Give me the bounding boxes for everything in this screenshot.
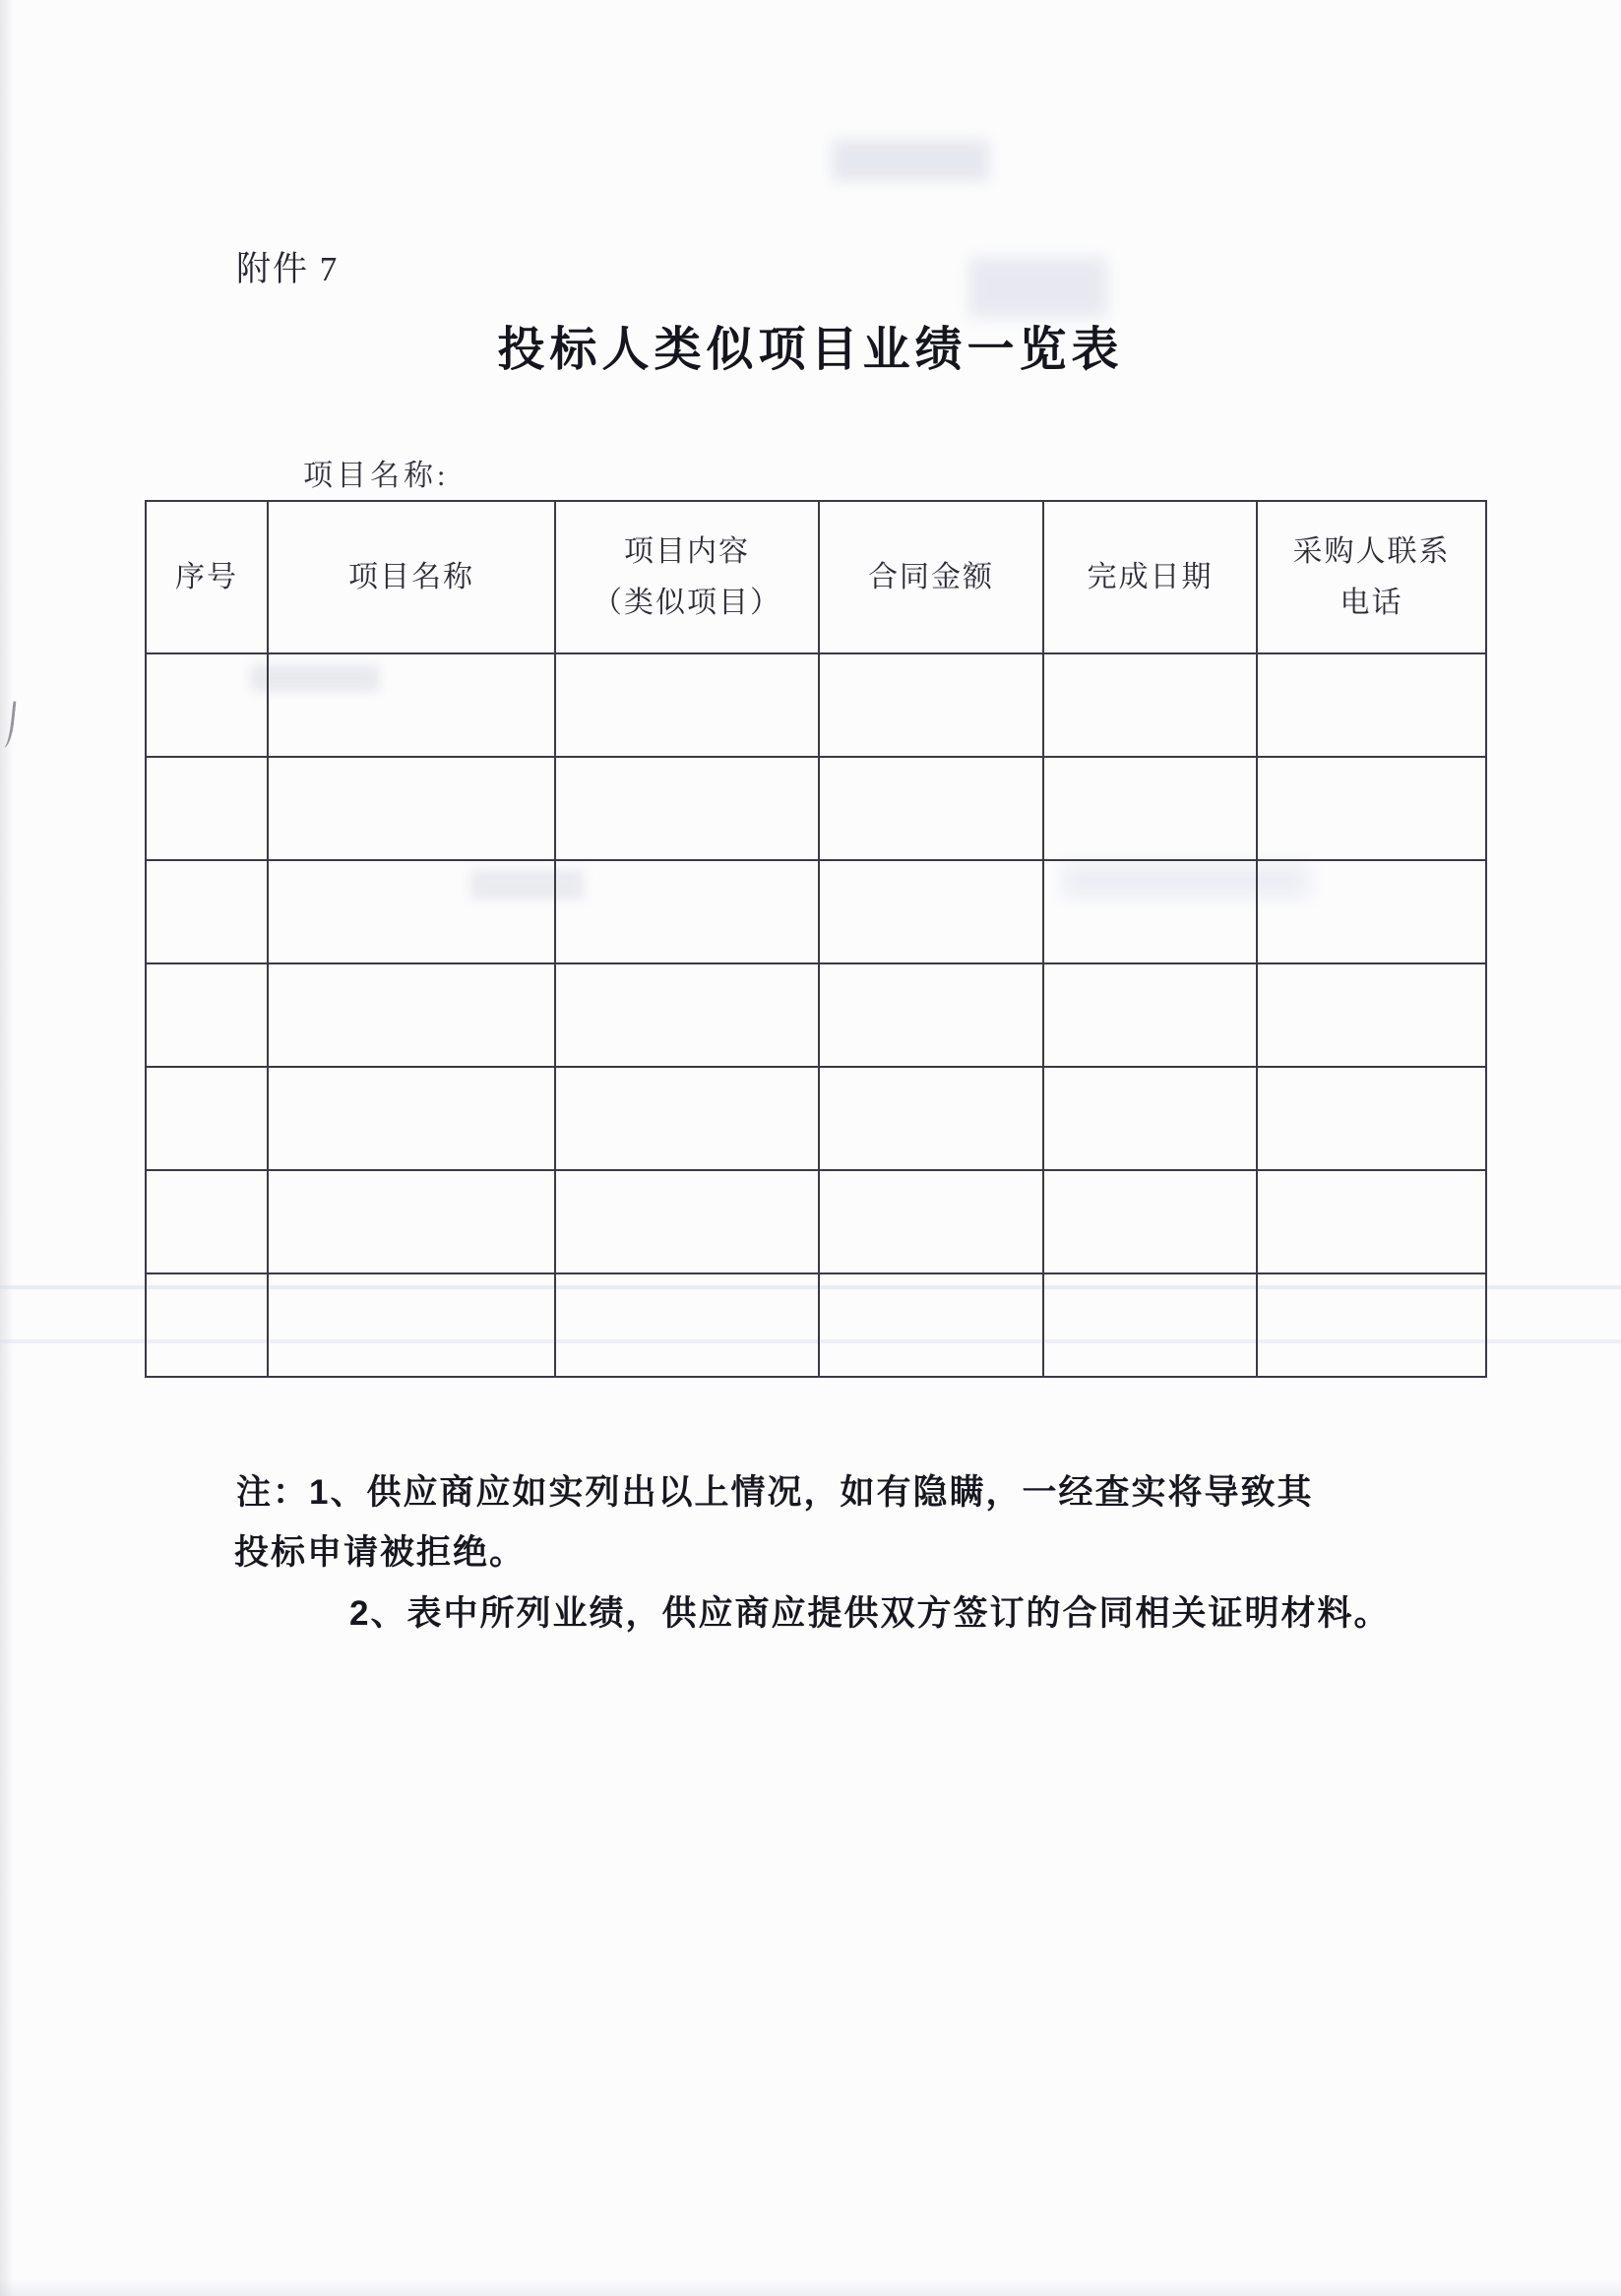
empty-cell (1043, 1170, 1257, 1273)
header-sequence-number (146, 501, 268, 653)
header-label: 合同金额 (868, 560, 994, 593)
empty-cell (555, 653, 819, 757)
empty-cell (268, 1273, 555, 1377)
header-project-content (555, 501, 819, 653)
empty-row (146, 1273, 1486, 1377)
empty-cell (1043, 1273, 1257, 1377)
empty-cell (1257, 1170, 1486, 1273)
empty-row (146, 860, 1486, 963)
empty-cell (268, 963, 555, 1067)
note-line-2: 投标申请被拒绝。 (234, 1533, 527, 1572)
header-label: 项目名称 (348, 560, 474, 593)
empty-cell (555, 1273, 819, 1377)
empty-cell (146, 860, 268, 963)
empty-cell (146, 963, 268, 1067)
empty-cell (1257, 963, 1486, 1067)
empty-cell (555, 963, 819, 1067)
empty-cell (268, 1067, 555, 1170)
empty-cell (146, 757, 268, 860)
empty-cell (1257, 653, 1486, 757)
header-purchaser-phone (1257, 501, 1486, 653)
empty-cell (1257, 757, 1486, 860)
empty-cell (1257, 1067, 1486, 1170)
empty-cell (819, 860, 1043, 963)
empty-row (146, 963, 1486, 1067)
empty-cell (146, 1273, 268, 1377)
scan-artifact (0, 700, 16, 748)
empty-cell (1257, 860, 1486, 963)
empty-cell (555, 757, 819, 860)
header-label-line2: （类似项目） (592, 586, 781, 619)
empty-cell (146, 1170, 268, 1273)
empty-cell (268, 757, 555, 860)
empty-cell (146, 653, 268, 757)
performance-table (145, 500, 1487, 1378)
empty-cell (1257, 1273, 1486, 1377)
scan-artifact (969, 258, 1107, 317)
empty-row (146, 757, 1486, 860)
table-header-row (146, 501, 1486, 653)
empty-cell (819, 757, 1043, 860)
note-line-1: 注：1、供应商应如实列出以上情况，如有隐瞒，一经查实将导致其 (236, 1473, 1314, 1512)
empty-cell (555, 1067, 819, 1170)
empty-cell (555, 1170, 819, 1273)
note-line-3: 2、表中所列业绩，供应商应提供双方签订的合同相关证明材料。 (349, 1594, 1391, 1633)
empty-cell (1043, 653, 1257, 757)
header-contract-amount (819, 501, 1043, 653)
header-label-line1: 项目内容 (624, 534, 750, 568)
empty-row (146, 653, 1486, 757)
empty-cell (268, 1170, 555, 1273)
project-name-label: 项目名称: (303, 460, 450, 492)
header-label: 序号 (175, 560, 238, 593)
header-completion-date (1043, 501, 1257, 653)
empty-cell (819, 1170, 1043, 1273)
empty-cell (1043, 1067, 1257, 1170)
header-project-name (268, 501, 555, 653)
empty-cell (1043, 757, 1257, 860)
empty-cell (268, 860, 555, 963)
header-label-line2: 电话 (1340, 586, 1403, 619)
empty-cell (555, 860, 819, 963)
empty-cell (819, 653, 1043, 757)
table-body (146, 653, 1486, 1377)
empty-cell (819, 1273, 1043, 1377)
empty-cell (1043, 860, 1257, 963)
empty-cell (819, 1067, 1043, 1170)
empty-cell (1043, 963, 1257, 1067)
empty-row (146, 1067, 1486, 1170)
empty-row (146, 1170, 1486, 1273)
empty-cell (819, 963, 1043, 1067)
empty-cell (146, 1067, 268, 1170)
attachment-label: 附件 7 (236, 250, 340, 288)
page-title: 投标人类似项目业绩一览表 (497, 324, 1124, 376)
empty-cell (268, 653, 555, 757)
header-label-line1: 采购人联系 (1292, 534, 1451, 568)
header-label: 完成日期 (1087, 560, 1214, 593)
scan-artifact (832, 140, 989, 181)
